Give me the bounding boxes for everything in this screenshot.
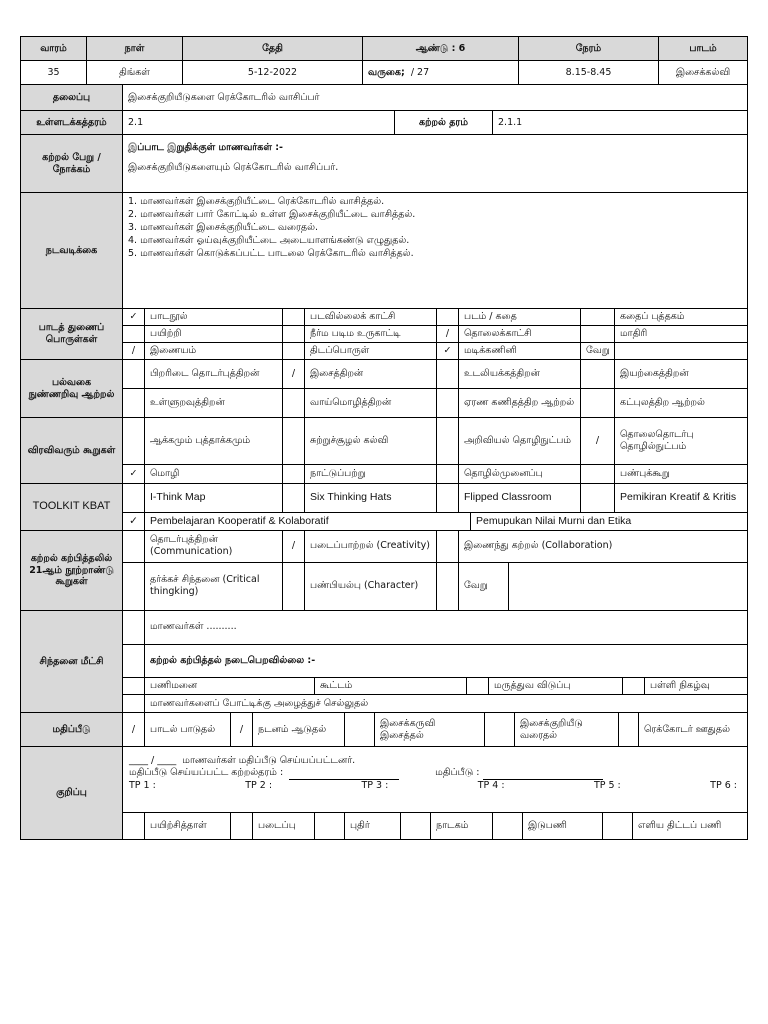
check-mark [283, 484, 305, 512]
assessment-label: மதிப்பீடு [21, 713, 123, 746]
check-mark [485, 713, 515, 746]
attendance-value: / 27 [410, 66, 430, 78]
objective-body [123, 135, 747, 192]
check-mark [623, 678, 645, 694]
method-item: நாடகம் [431, 813, 493, 839]
kbat-item: Pemupukan Nilai Murni dan Etika [476, 514, 632, 527]
material-item [615, 343, 747, 359]
day-value: திங்கள் [87, 61, 183, 84]
c21-item: இணைந்து கற்றல் (Collaboration) [464, 540, 613, 552]
notes-method-subrow [123, 813, 747, 839]
c21-item: தர்க்கச் சிந்தனை (Critical thingking) [145, 563, 283, 610]
activities-list [123, 193, 747, 308]
check-mark: / [283, 360, 305, 388]
topic-label: தலைப்பு [21, 85, 123, 110]
kbat-item: Six Thinking Hats [305, 484, 437, 512]
assessment-item: இசைக்குறியீடு வரைதல் [515, 713, 619, 746]
reflection-students: மாணவர்கள் .......... [150, 621, 237, 633]
mi-subrow [123, 360, 747, 389]
kbat-label: TOOLKIT KBAT [21, 484, 123, 530]
check-mark [581, 326, 615, 342]
tp-label: TP 3 : [361, 779, 389, 791]
materials-subrow [123, 343, 747, 359]
date-value: 5-12-2022 [183, 61, 363, 84]
kbat-item: Flipped Classroom [459, 484, 581, 512]
notes-assessment-label: மதிப்பீடு : [435, 767, 480, 779]
kbat-item: Pembelajaran Kooperatif & Kolaboratif [145, 513, 471, 530]
check-mark: / [231, 713, 253, 746]
materials-row [21, 309, 747, 360]
material-item: கதைப் புத்தகம் [620, 311, 685, 322]
reflection-subrow [123, 695, 747, 712]
cce-grid [123, 418, 747, 483]
check-mark [123, 645, 145, 678]
check-mark [283, 465, 305, 483]
notes-row [21, 747, 747, 839]
cce-item: நாட்டுப்பற்று [305, 465, 437, 483]
learning-standard-label: கற்றல் தரம் [395, 111, 493, 134]
cce-label: விரவிவரும் கூறுகள் [21, 418, 123, 483]
check-mark [581, 484, 615, 512]
reason-item: பணிமனை [145, 678, 315, 694]
c21-subrow [123, 531, 747, 563]
activity-item: 3. மாணவர்கள் இசைக்குறியீட்டை வரைதல். [128, 221, 318, 233]
check-mark: / [123, 713, 145, 746]
lesson-plan-table [20, 36, 748, 840]
attendance-cell [363, 61, 519, 84]
check-mark [123, 678, 145, 694]
cce-item: தொலைதொடர்பு தொழில்நுட்பம் [620, 429, 694, 453]
subject-header: பாடம் [659, 37, 747, 60]
activity-item: 5. மாணவர்கள் கொடுக்கப்பட்ட பாடலை ரெக்கோடரில் வாசித்தல். [128, 247, 414, 259]
cce-item: ஆக்கமும் புத்தாக்கமும் [145, 418, 283, 464]
assessment-item: நடனம் ஆடுதல் [253, 713, 345, 746]
assessment-item: இசைக்கருவி இசைத்தல் [375, 713, 485, 746]
c21-item: படைப்பாற்றல் (Creativity) [305, 531, 437, 562]
check-mark [437, 360, 459, 388]
content-standard-row [21, 111, 747, 135]
objective-intro: இப்பாட இறுதிக்குள் மாணவர்கள் :- [128, 142, 283, 153]
check-mark: ✓ [123, 465, 145, 483]
cce-item: அறிவியல் தொழிநுட்பம் [459, 418, 581, 464]
materials-subrow [123, 326, 747, 343]
reason-item: மருத்துவ விடுப்பு [489, 678, 623, 694]
mi-item: உள்ளுறவுத்திறன் [145, 389, 283, 417]
reflection-not-held: கற்றல் கற்பித்தல் நடைபெறவில்லை :- [150, 655, 316, 667]
check-mark [283, 418, 305, 464]
mi-item: வாய்மொழித்திறன் [305, 389, 437, 417]
check-mark [581, 360, 615, 388]
objective-text: இசைக்குறியீடுகளையும் ரெக்கோடரில் வாசிப்பர். [128, 161, 339, 173]
objective-row [21, 135, 747, 193]
materials-grid [123, 309, 747, 359]
c21-blank [509, 563, 747, 610]
check-mark [581, 465, 615, 483]
check-mark [123, 484, 145, 512]
subject-value: இசைக்கல்வி [675, 66, 731, 78]
check-mark [123, 389, 145, 417]
material-item: படவில்லைக் காட்சி [305, 309, 437, 325]
check-mark [619, 713, 639, 746]
kbat-grid [123, 484, 747, 530]
kbat-row [21, 484, 747, 531]
tp-label: TP 6 : [710, 779, 737, 791]
reflection-label: சிந்தனை மீட்சி [21, 611, 123, 712]
material-item: மாதிரி [620, 327, 648, 339]
check-mark: / [581, 418, 615, 464]
check-mark [231, 813, 253, 839]
check-mark [123, 531, 145, 562]
multiple-intelligence-row [21, 360, 747, 418]
notes-tp-line [129, 780, 743, 792]
check-mark [401, 813, 431, 839]
check-mark [581, 309, 615, 325]
notes-assessed-text: மாணவர்கள் மதிப்பீடு செய்யப்பட்டனர். [182, 755, 356, 766]
check-mark [437, 389, 459, 417]
notes-count: ____ / ____ [129, 755, 177, 766]
mi-subrow [123, 389, 747, 417]
materials-subrow [123, 309, 747, 326]
check-mark [123, 563, 145, 610]
cce-item: பண்புக்கூறு [620, 468, 670, 480]
c21-item: வேறு [459, 563, 509, 610]
method-item: படைப்பு [253, 813, 315, 839]
check-mark: ✓ [123, 309, 145, 325]
material-item: வேறு [581, 343, 615, 359]
mi-item: உடலியக்கத்திறன் [459, 360, 581, 388]
kbat-subrow [123, 484, 747, 513]
materials-label: பாடத் துணைப் பொருள்கள் [21, 309, 123, 359]
reflection-subrow [123, 678, 747, 695]
check-mark: ✓ [437, 343, 459, 359]
assessment-row [21, 713, 747, 747]
mi-item: ஏரண கணிதத்திற ஆற்றல் [459, 389, 581, 417]
material-item: திடப்பொருள் [305, 343, 437, 359]
material-item: படம் / கதை [459, 309, 581, 325]
check-mark [437, 465, 459, 483]
mi-label: பல்வகை நுண்ணறிவு ஆற்றல் [21, 360, 123, 417]
cce-subrow [123, 465, 747, 483]
assessment-item: பாடல் பாடுதல் [145, 713, 231, 746]
notes-line-1 [129, 755, 743, 767]
activities-row [21, 193, 747, 309]
check-mark [123, 813, 145, 839]
c21-item: பண்பியல்பு (Character) [305, 563, 437, 610]
notes-label: குறிப்பு [21, 747, 123, 839]
check-mark [493, 813, 523, 839]
material-item: இணையம் [145, 343, 283, 359]
date-header: தேதி [183, 37, 363, 60]
header-values-row [21, 61, 747, 85]
c21-item: தொடர்புத்திறன் (Communication) [145, 531, 283, 562]
check-mark: ✓ [123, 513, 145, 530]
topic-row [21, 85, 747, 111]
reason-item: கூட்டம் [315, 678, 467, 694]
check-mark [437, 531, 459, 562]
assessment-item: ரெக்கோடர் ஊதுதல் [644, 723, 730, 735]
check-mark [437, 309, 459, 325]
topic-value: இசைக்குறியீடுகளை ரெக்கோடரில் வாசிப்பர் [128, 91, 320, 103]
notes-line-2 [129, 767, 743, 779]
reflection-subrow [123, 645, 747, 679]
tp-label: TP 1 : [129, 779, 156, 791]
day-header: நாள் [87, 37, 183, 60]
tp-label: TP 2 : [245, 779, 273, 791]
c21-label: கற்றல் கற்பித்தலில் 21ஆம் நூற்றாண்டு கூறுகள் [21, 531, 123, 610]
notes-standard-blank [289, 767, 399, 779]
method-item: இடுபணி [523, 813, 603, 839]
cce-item: மொழி [145, 465, 283, 483]
tp-label: TP 4 : [477, 779, 505, 791]
week-value: 35 [21, 61, 87, 84]
reason-item: பள்ளி நிகழ்வு [650, 680, 710, 692]
week-header: வாரம் [21, 37, 87, 60]
cce-item: தொழில்முனைப்பு [459, 465, 581, 483]
objective-label: கற்றல் பேறு / நோக்கம் [21, 135, 123, 192]
reflection-grid [123, 611, 747, 712]
time-value: 8.15-8.45 [519, 61, 659, 84]
method-item: எளிய திட்டப் பணி [638, 820, 722, 832]
21st-century-row [21, 531, 747, 611]
mi-item: இசைத்திறன் [305, 360, 437, 388]
activity-item: 4. மாணவர்கள் ஓய்வுக்குறியீட்டை அடையாளங்கண்டு எழுதுதல். [128, 234, 410, 246]
activity-item: 2. மாணவர்கள் பார் கோட்டில் உள்ள இசைக்குறியீட்டை வாசித்தல். [128, 208, 416, 220]
check-mark [345, 713, 375, 746]
reflection-row [21, 611, 747, 713]
check-mark [437, 484, 459, 512]
check-mark [437, 563, 459, 610]
learning-standard-value: 2.1.1 [498, 116, 523, 128]
check-mark [123, 326, 145, 342]
check-mark [123, 360, 145, 388]
cross-curricular-row [21, 418, 747, 484]
material-item: மடிக்கணினி [459, 343, 581, 359]
check-mark [283, 389, 305, 417]
c21-subrow [123, 563, 747, 610]
activities-label: நடவடிக்கை [21, 193, 123, 308]
notes-assessment-blank [483, 767, 603, 779]
check-mark: / [437, 326, 459, 342]
material-item: நீர்ம படிம உருகாட்டி [305, 326, 437, 342]
check-mark: / [123, 343, 145, 359]
mi-grid [123, 360, 747, 417]
attendance-label: வருகை; [368, 66, 405, 78]
material-item: தொலைக்காட்சி [459, 326, 581, 342]
kbat-item: Pemikiran Kreatif & Kritis [620, 491, 737, 504]
check-mark [123, 611, 145, 644]
cce-subrow [123, 418, 747, 465]
check-mark [123, 418, 145, 464]
year-header: ஆண்டு : 6 [363, 37, 519, 60]
check-mark [437, 418, 459, 464]
check-mark [315, 813, 345, 839]
method-item: புதிர் [345, 813, 401, 839]
content-standard-value: 2.1 [123, 111, 395, 134]
material-item: பாடநூல் [145, 309, 283, 325]
mi-item: கட்புலத்திற ஆற்றல் [620, 396, 705, 408]
mi-item: இயற்கைத்திறன் [620, 367, 689, 379]
check-mark [581, 389, 615, 417]
cce-item: சுற்றுச்சூழல் கல்வி [305, 418, 437, 464]
notes-body [123, 747, 747, 813]
kbat-item: I-Think Map [145, 484, 283, 512]
kbat-subrow [123, 513, 747, 530]
notes-grid [123, 747, 747, 839]
check-mark [283, 309, 305, 325]
reflection-subrow [123, 611, 747, 645]
activity-item: 1. மாணவர்கள் இசைக்குறியீட்டை ரெக்கோடரில் வாசித்தல். [128, 196, 385, 207]
check-mark [283, 563, 305, 610]
mi-item: பிறரிடை தொடர்புத்திறன் [145, 360, 283, 388]
check-mark: / [283, 531, 305, 562]
content-standard-label: உள்ளடக்கத்தரம் [21, 111, 123, 134]
reflection-competition: மாணவர்களைப் போட்டிக்கு அழைத்துச் செல்லுதல் [150, 697, 369, 709]
check-mark [603, 813, 633, 839]
header-labels-row [21, 37, 747, 61]
check-mark [283, 326, 305, 342]
check-mark [467, 678, 489, 694]
time-header: நேரம் [519, 37, 659, 60]
tp-label: TP 5 : [593, 779, 621, 791]
notes-standard-label: மதிப்பீடு செய்யப்பட்ட கற்றல்தரம் : [129, 767, 284, 779]
check-mark [123, 695, 145, 712]
check-mark [283, 343, 305, 359]
method-item: பயிற்சித்தாள் [145, 813, 231, 839]
c21-grid [123, 531, 747, 610]
material-item: பயிற்றி [145, 326, 283, 342]
